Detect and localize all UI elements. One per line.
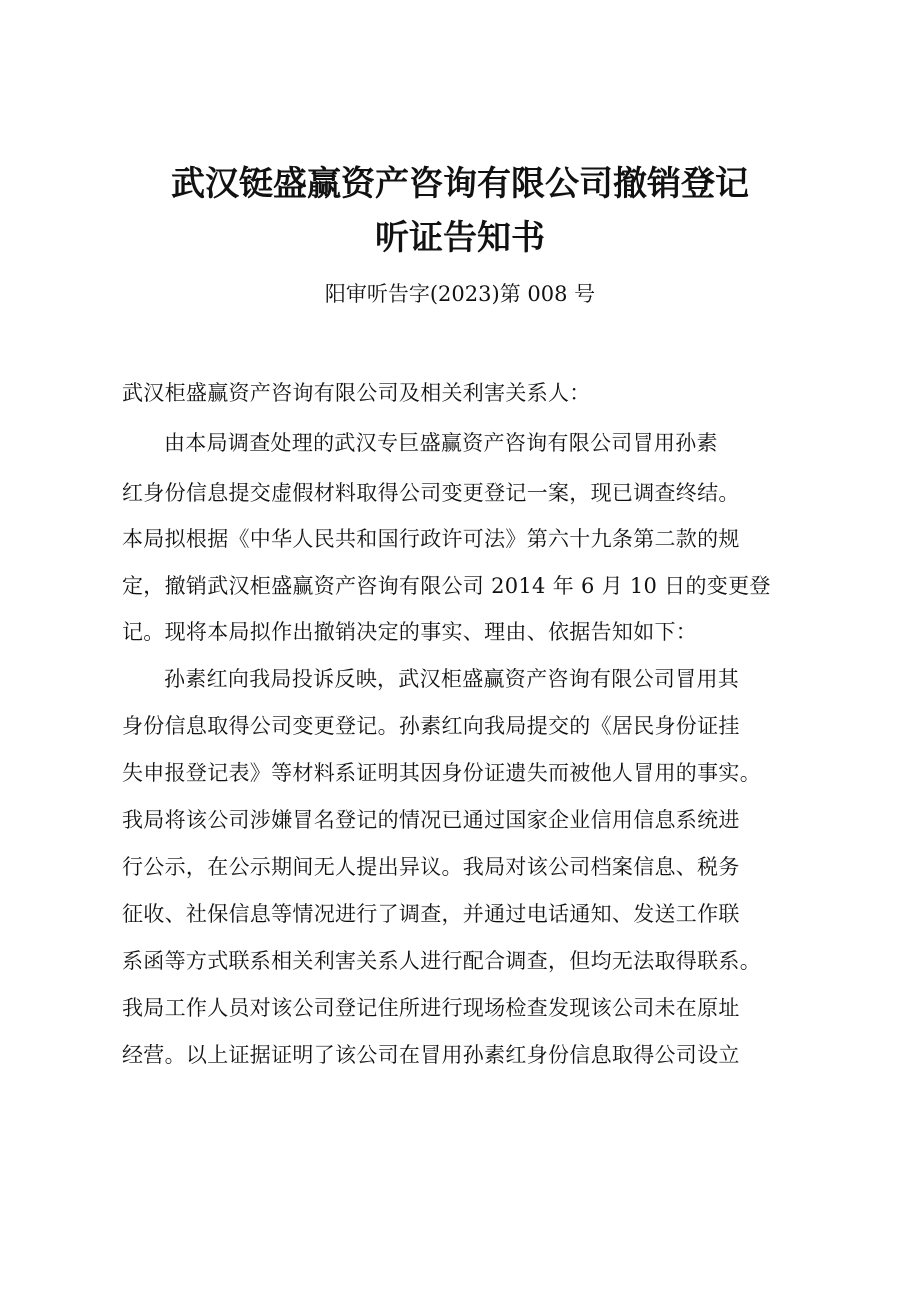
body-line: 我局工作人员对该公司登记住所进行现场检查发现该公司未在原址 (122, 996, 740, 1020)
document-number: 阳审听告字(2023)第 008 号 (324, 282, 596, 306)
body-line: 本局拟根据《中华人民共和国行政许可法》第六十九条第二款的规 (122, 527, 740, 551)
addressee: 武汉柜盛赢资产咨询有限公司及相关利害关系人： (122, 381, 591, 405)
body-line: 身份信息取得公司变更登记。孙素红向我局提交的《居民身份证挂 (122, 714, 740, 738)
body-line: 系函等方式联系相关利害关系人进行配合调查，但均无法取得联系。 (122, 949, 761, 973)
body-line: 记。现将本局拟作出撤销决定的事实、理由、依据告知如下： (122, 620, 698, 644)
body-line: 经营。以上证据证明了该公司在冒用孙素红身份信息取得公司设立 (122, 1043, 740, 1067)
body-line: 由本局调查处理的武汉专巨盛赢资产咨询有限公司冒用孙素 (164, 431, 718, 455)
body-line: 征收、社保信息等情况进行了调查，并通过电话通知、发送工作联 (122, 902, 740, 926)
document-title-line-2: 听证告知书 (375, 218, 545, 258)
body-line: 我局将该公司涉嫌冒名登记的情况已通过国家企业信用信息系统进 (122, 808, 740, 832)
body-line: 失申报登记表》等材料系证明其因身份证遗失而被他人冒用的事实。 (122, 761, 761, 785)
body-line: 孙素红向我局投诉反映，武汉柜盛赢资产咨询有限公司冒用其 (164, 667, 740, 691)
body-line: 定，撤销武汉柜盛赢资产咨询有限公司 2014 年 6 月 10 日的变更登 (122, 574, 771, 598)
body-line: 行公示，在公示期间无人提出异议。我局对该公司档案信息、税务 (122, 855, 740, 879)
body-line: 红身份信息提交虚假材料取得公司变更登记一案，现已调查终结。 (122, 481, 740, 505)
document-title-line-1: 武汉铤盛赢资产咨询有限公司撤销登记 (171, 164, 749, 204)
